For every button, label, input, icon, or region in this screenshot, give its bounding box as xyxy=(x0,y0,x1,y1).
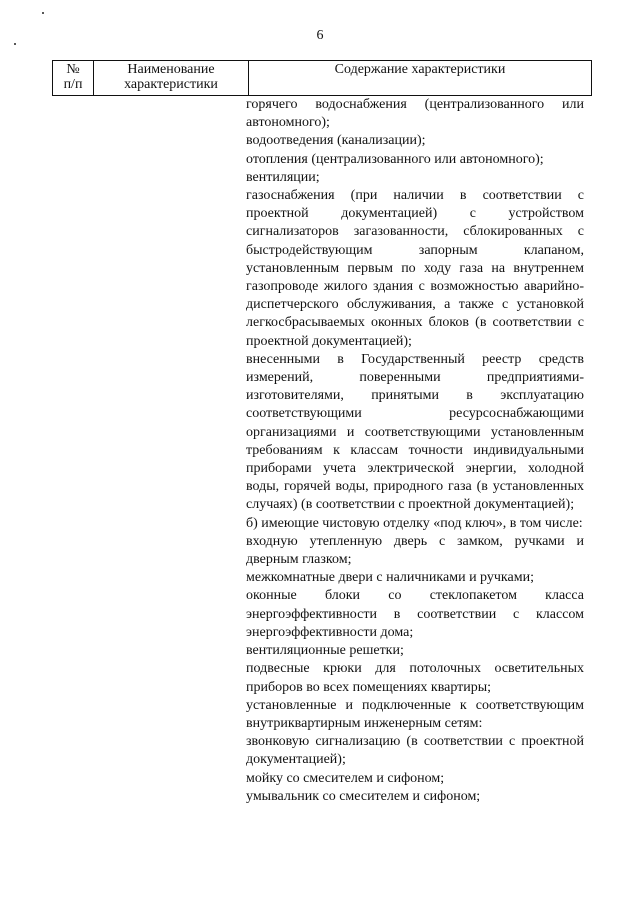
header-number-line1: № xyxy=(66,62,80,77)
header-name-column xyxy=(93,61,248,95)
paragraph: внесенными в Государственный реестр средств измерений, поверенными предприятиями-изготовителями, принятыми в эксплуатацию соответствующими ресурсоснабжающими организациями и соответствующими установленным требованиям к классам точности индивидуальными приборами учета электрической энергии, холодной воды, горячей воды, природного газа (в установленных случаях) (в соответствии с проектной документацией); xyxy=(246,351,584,513)
paragraph: установленные и подключенные к соответствующим внутриквартирным инженерным сетям: xyxy=(246,697,584,731)
header-name-line2: характеристики xyxy=(124,77,218,92)
paragraph: б) имеющие чистовую отделку «под ключ», в том числе: xyxy=(246,515,583,531)
paragraph: звонковую сигнализацию (в соответствии с проектной документацией); xyxy=(246,734,584,768)
scan-speck xyxy=(42,12,44,14)
paragraph: подвесные крюки для потолочных осветительных приборов во всех помещениях квартиры; xyxy=(246,661,584,695)
paragraph: межкомнатные двери с наличниками и ручками; xyxy=(246,570,534,586)
characteristic-content xyxy=(246,96,584,806)
paragraph: входную утепленную дверь с замком, ручками и дверным глазком; xyxy=(246,533,584,568)
header-name-line1: Наименование xyxy=(127,62,215,77)
paragraph: умывальник со смесителем и сифоном; xyxy=(246,788,481,804)
header-content-column xyxy=(248,61,592,95)
table-header xyxy=(52,60,592,96)
header-number-column xyxy=(52,61,93,95)
paragraph: отопления (централизованного или автономного); xyxy=(246,151,544,167)
paragraph: мойку со смесителем и сифоном; xyxy=(246,770,445,786)
paragraph: газоснабжения (при наличии в соответствии с проектной документацией) с устройством сигнализаторов загазованности, сблокированных с быстродействующим запорным клапаном, установленным первым по ходу газа на внутреннем газопроводе жилого здания с возможностью аварийно-диспетчерского обслуживания, а также с установкой легкосбрасываемых оконных блоков (в соответствии с проектной документацией); xyxy=(246,188,584,349)
paragraph: горячего водоснабжения (централизованного или автономного); xyxy=(246,97,584,131)
paragraph: вентиляционные решетки; xyxy=(246,643,404,659)
page-number: 6 xyxy=(316,28,324,43)
paragraph: вентиляции; xyxy=(246,169,320,185)
header-number-line2: п/п xyxy=(63,77,83,92)
paragraph: водоотведения (канализации); xyxy=(246,133,426,149)
header-content-label: Содержание характеристики xyxy=(334,62,506,77)
paragraph: оконные блоки со стеклопакетом класса энергоэффективности в соответствии с классом энергоэффективности дома; xyxy=(246,588,584,640)
